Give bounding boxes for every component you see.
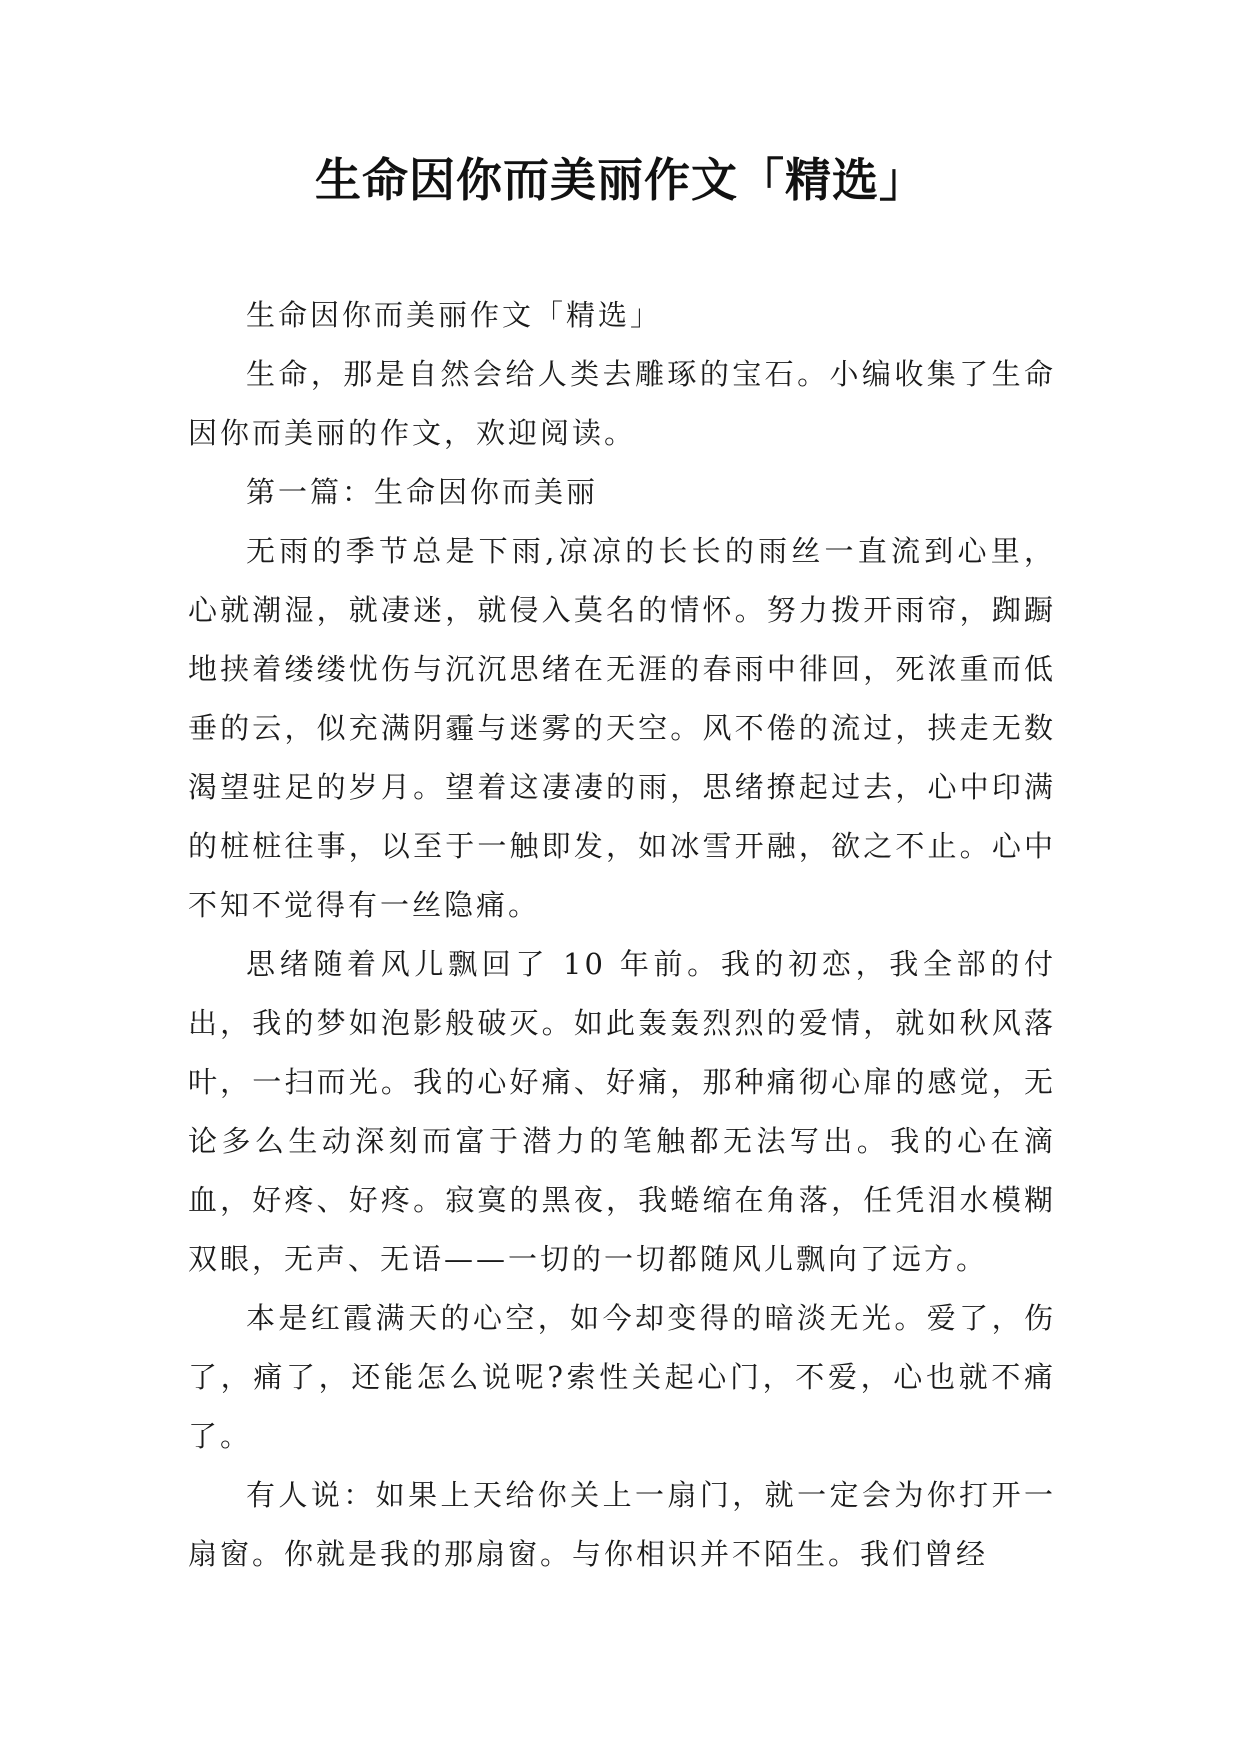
paragraph-body: 有人说：如果上天给你关上一扇门，就一定会为你打开一扇窗。你就是我的那扇窗。与你相识并不陌生。我们曾经 — [188, 1478, 1056, 1571]
paragraph-body: 无雨的季节总是下雨,凉凉的长长的雨丝一直流到心里，心就潮湿，就凄迷，就侵入莫名的情怀。努力拨开雨帘，踟蹰地挟着缕缕忧伤与沉沉思绪在无涯的春雨中徘回，死浓重而低垂的云，似充满阴霾与迷雾的天空。风不倦的流过，挟走无数渴望驻足的岁月。望着这凄凄的雨，思绪撩起过去，心中印满的桩桩往事，以至于一触即发，如冰雪开融，欲之不止。心中不知不觉得有一丝隐痛。 — [188, 534, 1056, 922]
paragraph-body: 本是红霞满天的心空，如今却变得的暗淡无光。爱了，伤了，痛了，还能怎么说呢?索性关起心门，不爱，心也就不痛了。 — [188, 1301, 1056, 1453]
document-body — [188, 286, 1056, 1584]
paragraph-body: 思绪随着风儿飘回了 10 年前。我的初恋，我全部的付出，我的梦如泡影般破灭。如此轰轰烈烈的爱情，就如秋风落叶，一扫而光。我的心好痛、好痛，那种痛彻心扉的感觉，无论多么生动深刻而富于潜力的笔触都无法写出。我的心在滴血，好疼、好疼。寂寞的黑夜，我蜷缩在角落，任凭泪水模糊双眼，无声、无语——一切的一切都随风儿飘向了远方。 — [188, 947, 1056, 1276]
paragraph-subtitle: 生命因你而美丽作文「精选」 — [246, 298, 663, 332]
paragraph-section-heading: 第一篇：生命因你而美丽 — [246, 475, 599, 509]
paragraph-intro: 生命，那是自然会给人类去雕琢的宝石。小编收集了生命因你而美丽的作文，欢迎阅读。 — [188, 357, 1056, 450]
page-title: 生命因你而美丽作文「精选」 — [315, 153, 926, 207]
